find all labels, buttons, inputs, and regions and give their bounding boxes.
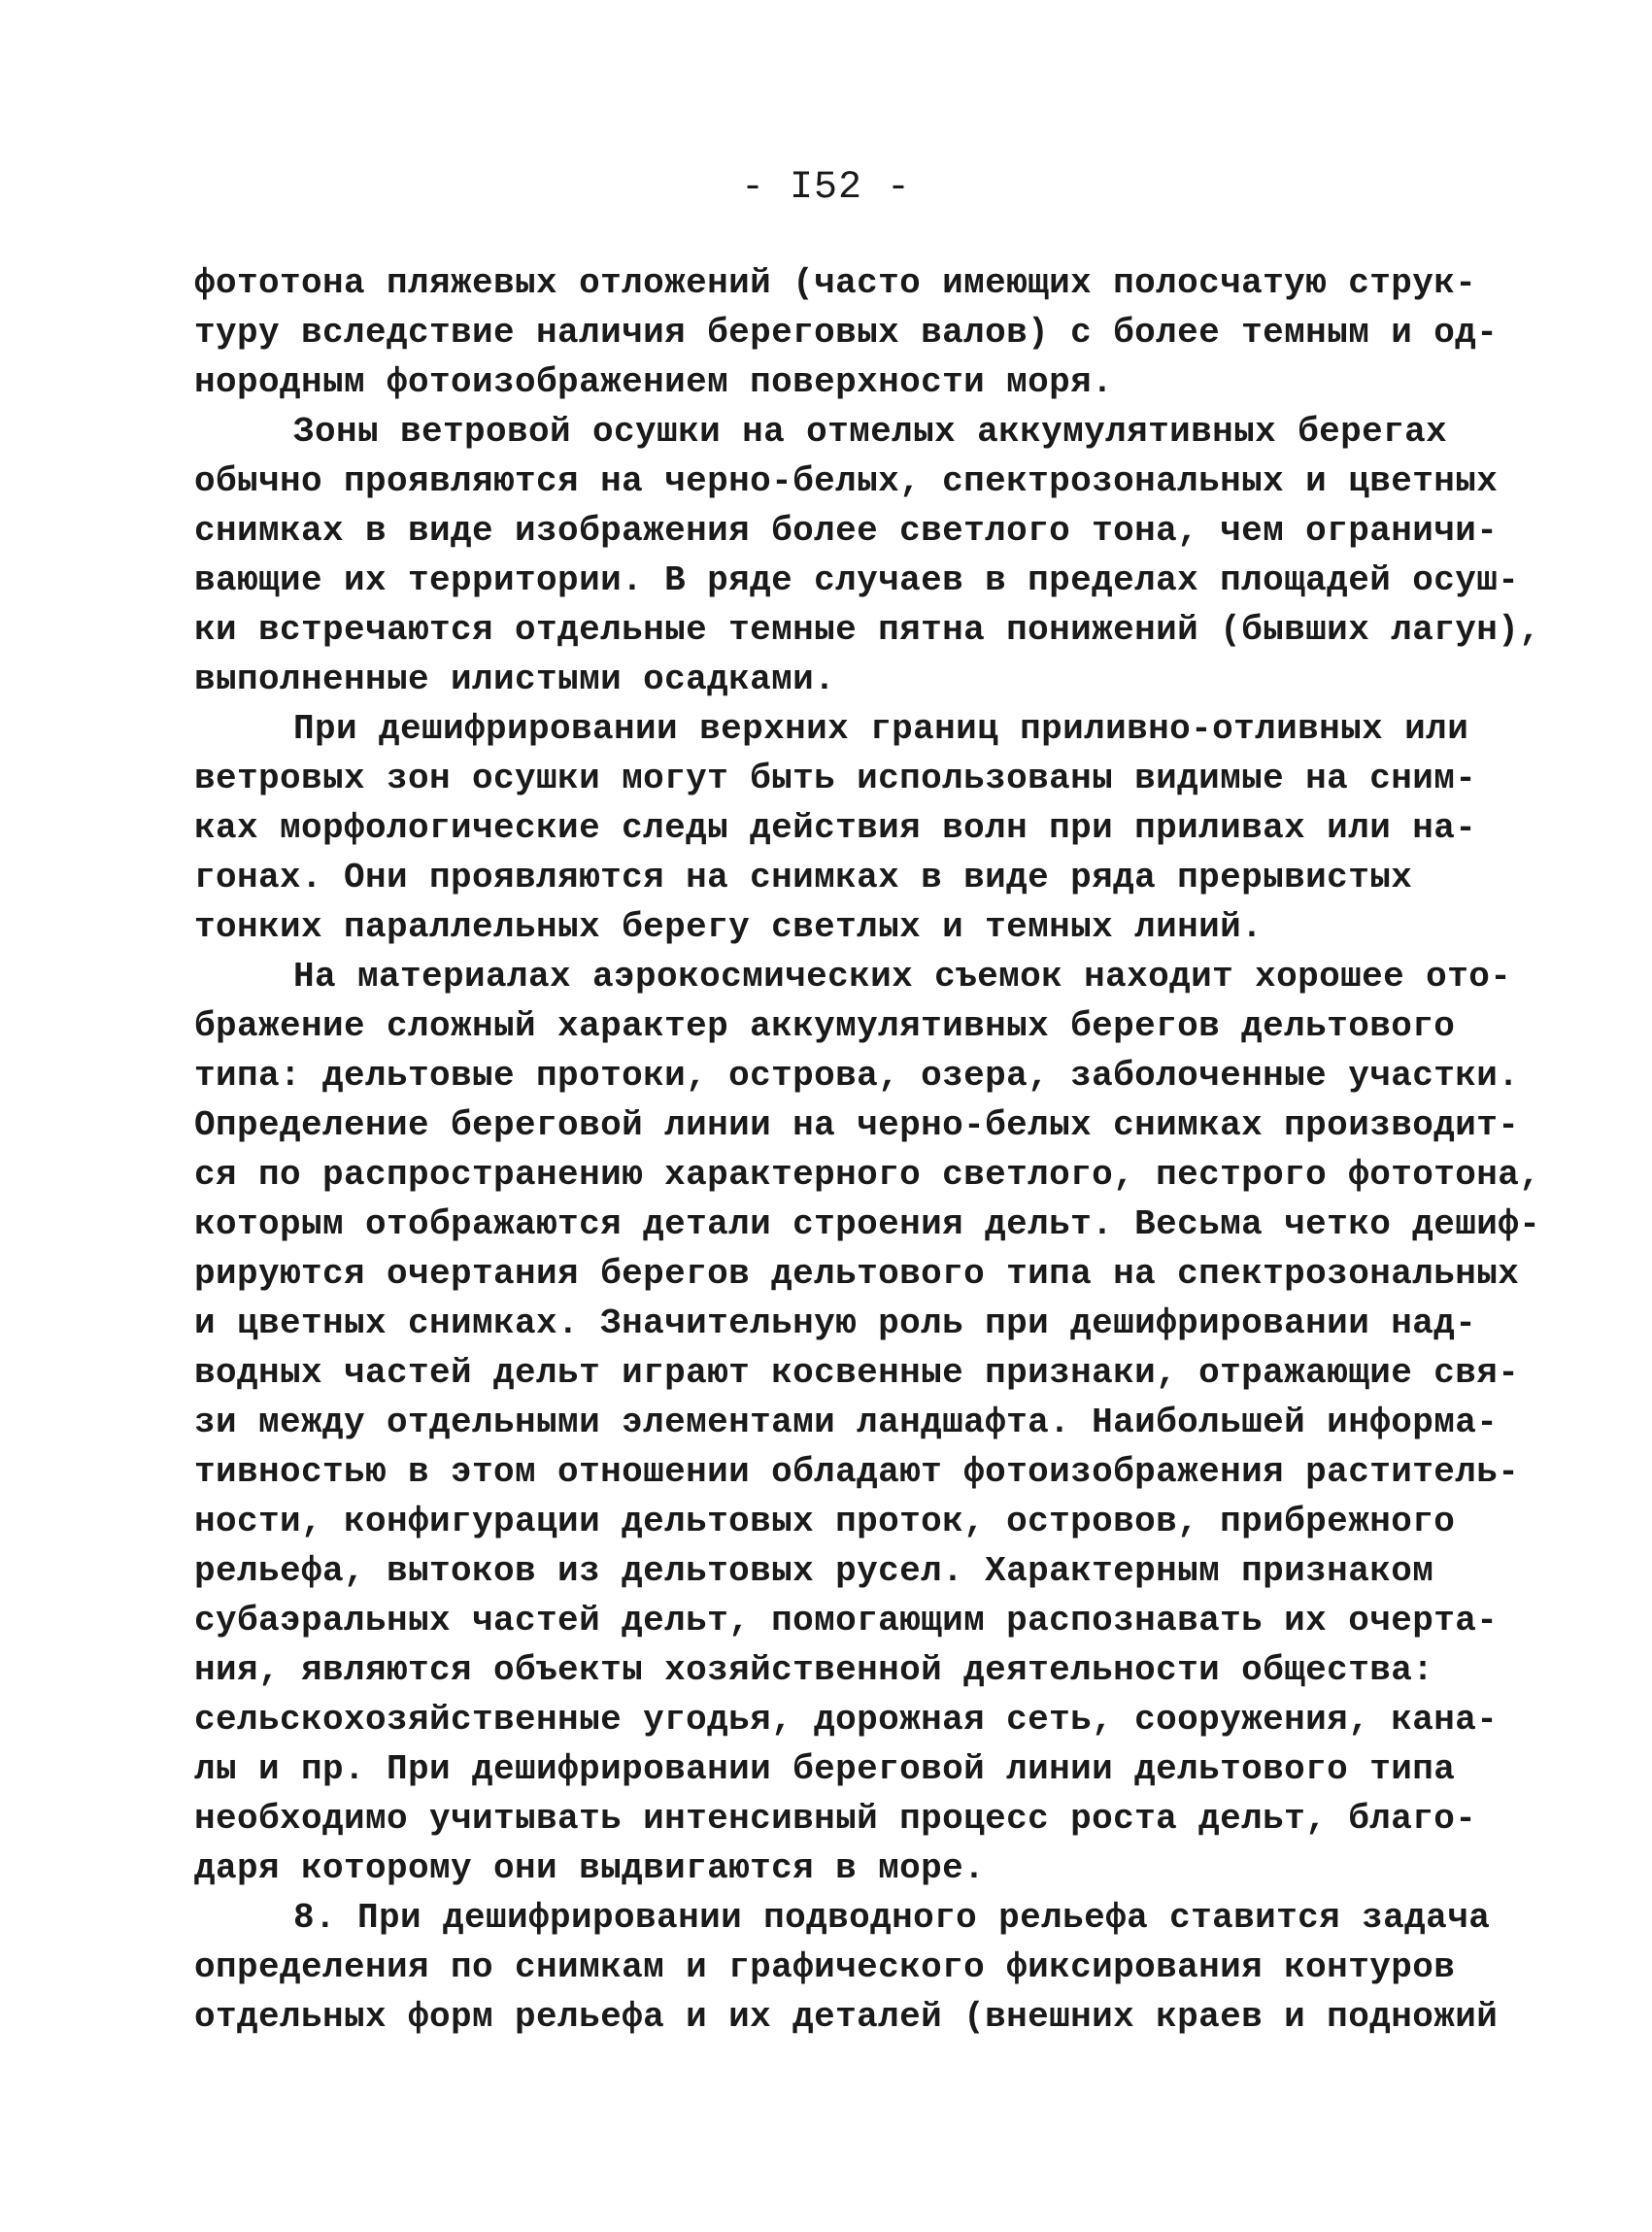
text-line: даря которому они выдвигаются в море. xyxy=(194,1848,986,1888)
text-line: водных частей дельт играют косвенные признаки, отражающие свя- xyxy=(194,1353,1520,1393)
text-line: отдельных форм рельефа и их деталей (внешних краев и подножий xyxy=(194,1997,1499,2037)
text-line: вающие их территории. В ряде случаев в пределах площадей осуш- xyxy=(194,560,1520,600)
paragraph-start-line: При дешифрировании верхних границ приливно-отливных или xyxy=(293,709,1469,749)
paragraph-start-line: 8. При дешифрировании подводного рельефа ставится задача xyxy=(293,1898,1491,1938)
text-line: ния, являются объекты хозяйственной деятельности общества: xyxy=(194,1650,1434,1690)
text-line: гонах. Они проявляются на снимках в виде ряда прерывистых xyxy=(194,858,1413,897)
text-line: субаэральных частей дельт, помогающим распознавать их очерта- xyxy=(194,1601,1499,1640)
text-line: фототона пляжевых отложений (часто имеющих полосчатую струк- xyxy=(194,263,1477,303)
text-line: бражение сложный характер аккумулятивных берегов дельтового xyxy=(194,1006,1456,1046)
text-line: необходимо учитывать интенсивный процесс роста дельт, благо- xyxy=(194,1799,1477,1839)
text-line: снимках в виде изображения более светлого тона, чем ограничи- xyxy=(194,511,1499,551)
page-number: - I52 - xyxy=(740,166,912,210)
text-line: определения по снимкам и графического фиксирования контуров xyxy=(194,1947,1456,1987)
text-line: рируются очертания берегов дельтового типа на спектрозональных xyxy=(194,1254,1520,1294)
text-line: и цветных снимках. Значительную роль при дешифрировании над- xyxy=(194,1303,1477,1343)
text-line: Определение береговой линии на черно-белых снимках производит- xyxy=(194,1105,1520,1145)
text-line: ках морфологические следы действия волн при приливах или на- xyxy=(194,808,1477,848)
text-line: ветровых зон осушки могут быть использованы видимые на сним- xyxy=(194,759,1477,798)
text-line: зи между отдельными элементами ландшафта. Наибольшей информа- xyxy=(194,1403,1499,1442)
text-line: туру вследствие наличия береговых валов) с более темным и од- xyxy=(194,313,1499,353)
text-line: ности, конфигурации дельтовых проток, островов, прибрежного xyxy=(194,1502,1456,1541)
text-line: тонких параллельных берегу светлых и темных линий. xyxy=(194,907,1264,947)
text-line: обычно проявляются на черно-белых, спектрозональных и цветных xyxy=(194,461,1499,501)
paragraph-start-line: Зоны ветровой осушки на отмелых аккумулятивных берегах xyxy=(293,412,1448,452)
text-line: рельефа, вытоков из дельтовых русел. Характерным признаком xyxy=(194,1551,1434,1591)
text-line: ки встречаются отдельные темные пятна понижений (бывших лагун), xyxy=(194,610,1541,650)
text-line: ся по распространению характерного светлого, пестрого фототона, xyxy=(194,1155,1541,1195)
text-line: лы и пр. При дешифрировании береговой линии дельтового типа xyxy=(194,1749,1456,1789)
text-line: выполненные илистыми осадками. xyxy=(194,659,836,699)
text-line: сельскохозяйственные угодья, дорожная сеть, сооружения, кана- xyxy=(194,1700,1499,1740)
text-line: типа: дельтовые протоки, острова, озера, заболоченные участки. xyxy=(194,1056,1520,1096)
paragraph-start-line: На материалах аэрокосмических съемок находит хорошее ото- xyxy=(293,957,1512,997)
text-line: которым отображаются детали строения дельт. Весьма четко дешиф- xyxy=(194,1204,1541,1244)
text-line: тивностью в этом отношении обладают фотоизображения раститель- xyxy=(194,1452,1520,1492)
text-line: нородным фотоизображением поверхности моря. xyxy=(194,362,1114,402)
